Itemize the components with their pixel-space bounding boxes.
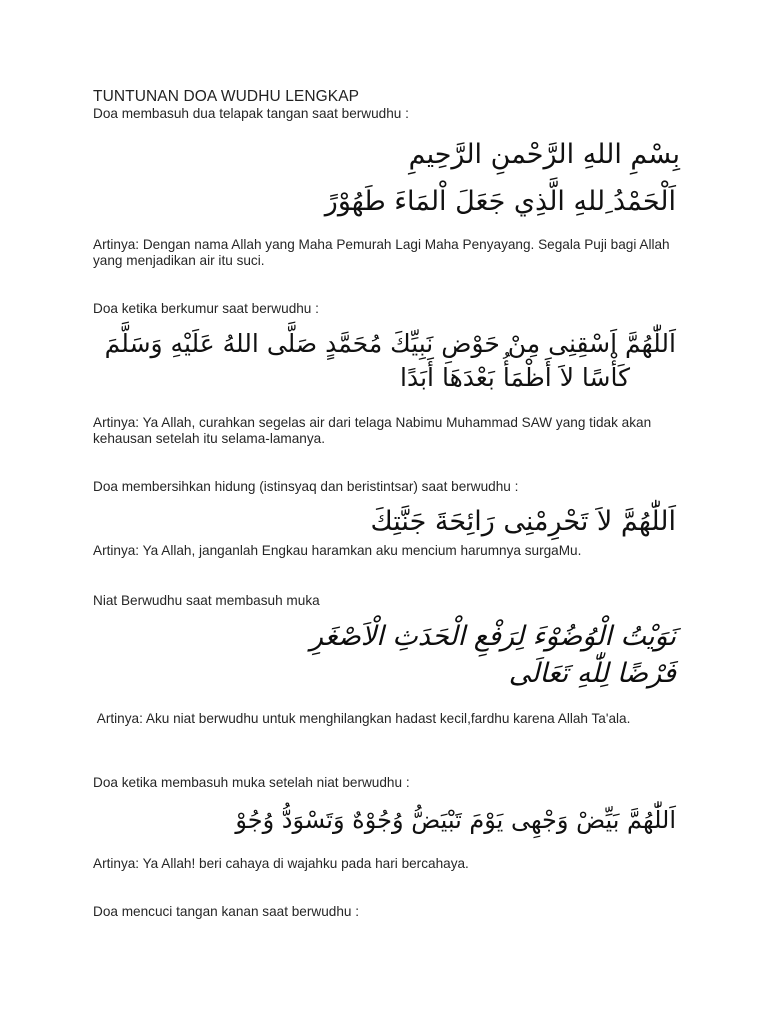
arabic-text: بِسْمِ اللهِ الرَّحْمنِ الرَّحِيمِ: [408, 139, 680, 170]
section-heading: Niat Berwudhu saat membasuh muka: [93, 593, 320, 608]
arabic-text: اَللّٰهُمَّ اَسْقِنِى مِنْ حَوْضِ نَبِيِّكَ مُحَمَّدٍ صَلَّى اللهُ عَلَيْهِ وَسَلَّمَ: [104, 329, 676, 358]
section-heading: Doa ketika berkumur saat berwudhu :: [93, 301, 319, 316]
arabic-text: اَلْحَمْدُ ِللهِ الَّذِي جَعَلَ اْلمَاءَ طَهُوْرً: [324, 186, 676, 217]
section-heading: Doa mencuci tangan kanan saat berwudhu :: [93, 904, 360, 919]
section-heading: Doa ketika membasuh muka setelah niat berwudhu :: [93, 775, 410, 790]
translation-text: Artinya: Aku niat berwudhu untuk menghilangkan hadast kecil,fardhu karena Allah Ta'ala.: [93, 711, 631, 726]
document-title: TUNTUNAN DOA WUDHU LENGKAP: [93, 88, 360, 105]
section-heading: Doa membersihkan hidung (istinsyaq dan beristintsar) saat berwudhu :: [93, 479, 519, 494]
arabic-text: اَللّٰهُمَّ بَيِّضْ وَجْهِى يَوْمَ تَبْيَضُّ وُجُوْهٌ وَتَسْوَدُّ وُجُوْ: [235, 806, 676, 834]
section-heading: Doa membasuh dua telapak tangan saat berwudhu :: [93, 106, 409, 121]
arabic-text: كَأْسًا لاَ أَظْمَأُ بَعْدَهَا أَبَدًا: [400, 363, 630, 392]
arabic-calligraphy: فَرْضًا لِلّٰهِ تَعَالَى: [508, 658, 676, 689]
translation-text: Artinya: Dengan nama Allah yang Maha Pemurah Lagi Maha Penyayang. Segala Puji bagi Allah yang menjadikan air itu suci.: [93, 237, 670, 268]
translation-text: Artinya: Ya Allah, curahkan segelas air dari telaga Nabimu Muhammad SAW yang tidak akan kehausan setelah itu selama-lamanya.: [93, 415, 652, 446]
translation-text: Artinya: Ya Allah! beri cahaya di wajahku pada hari bercahaya.: [93, 856, 469, 871]
arabic-calligraphy: نَوَيْتُ الْوُضُوْءَ لِرَفْعِ الْحَدَثِ الْاَصْغَرِ: [310, 621, 676, 652]
translation-text: Artinya: Ya Allah, janganlah Engkau haramkan aku mencium harumnya surgaMu.: [93, 543, 582, 558]
arabic-text: اَللّٰهُمَّ لاَ تَحْرِمْنِى رَائِحَةَ جَنَّتِكَ: [370, 506, 676, 537]
